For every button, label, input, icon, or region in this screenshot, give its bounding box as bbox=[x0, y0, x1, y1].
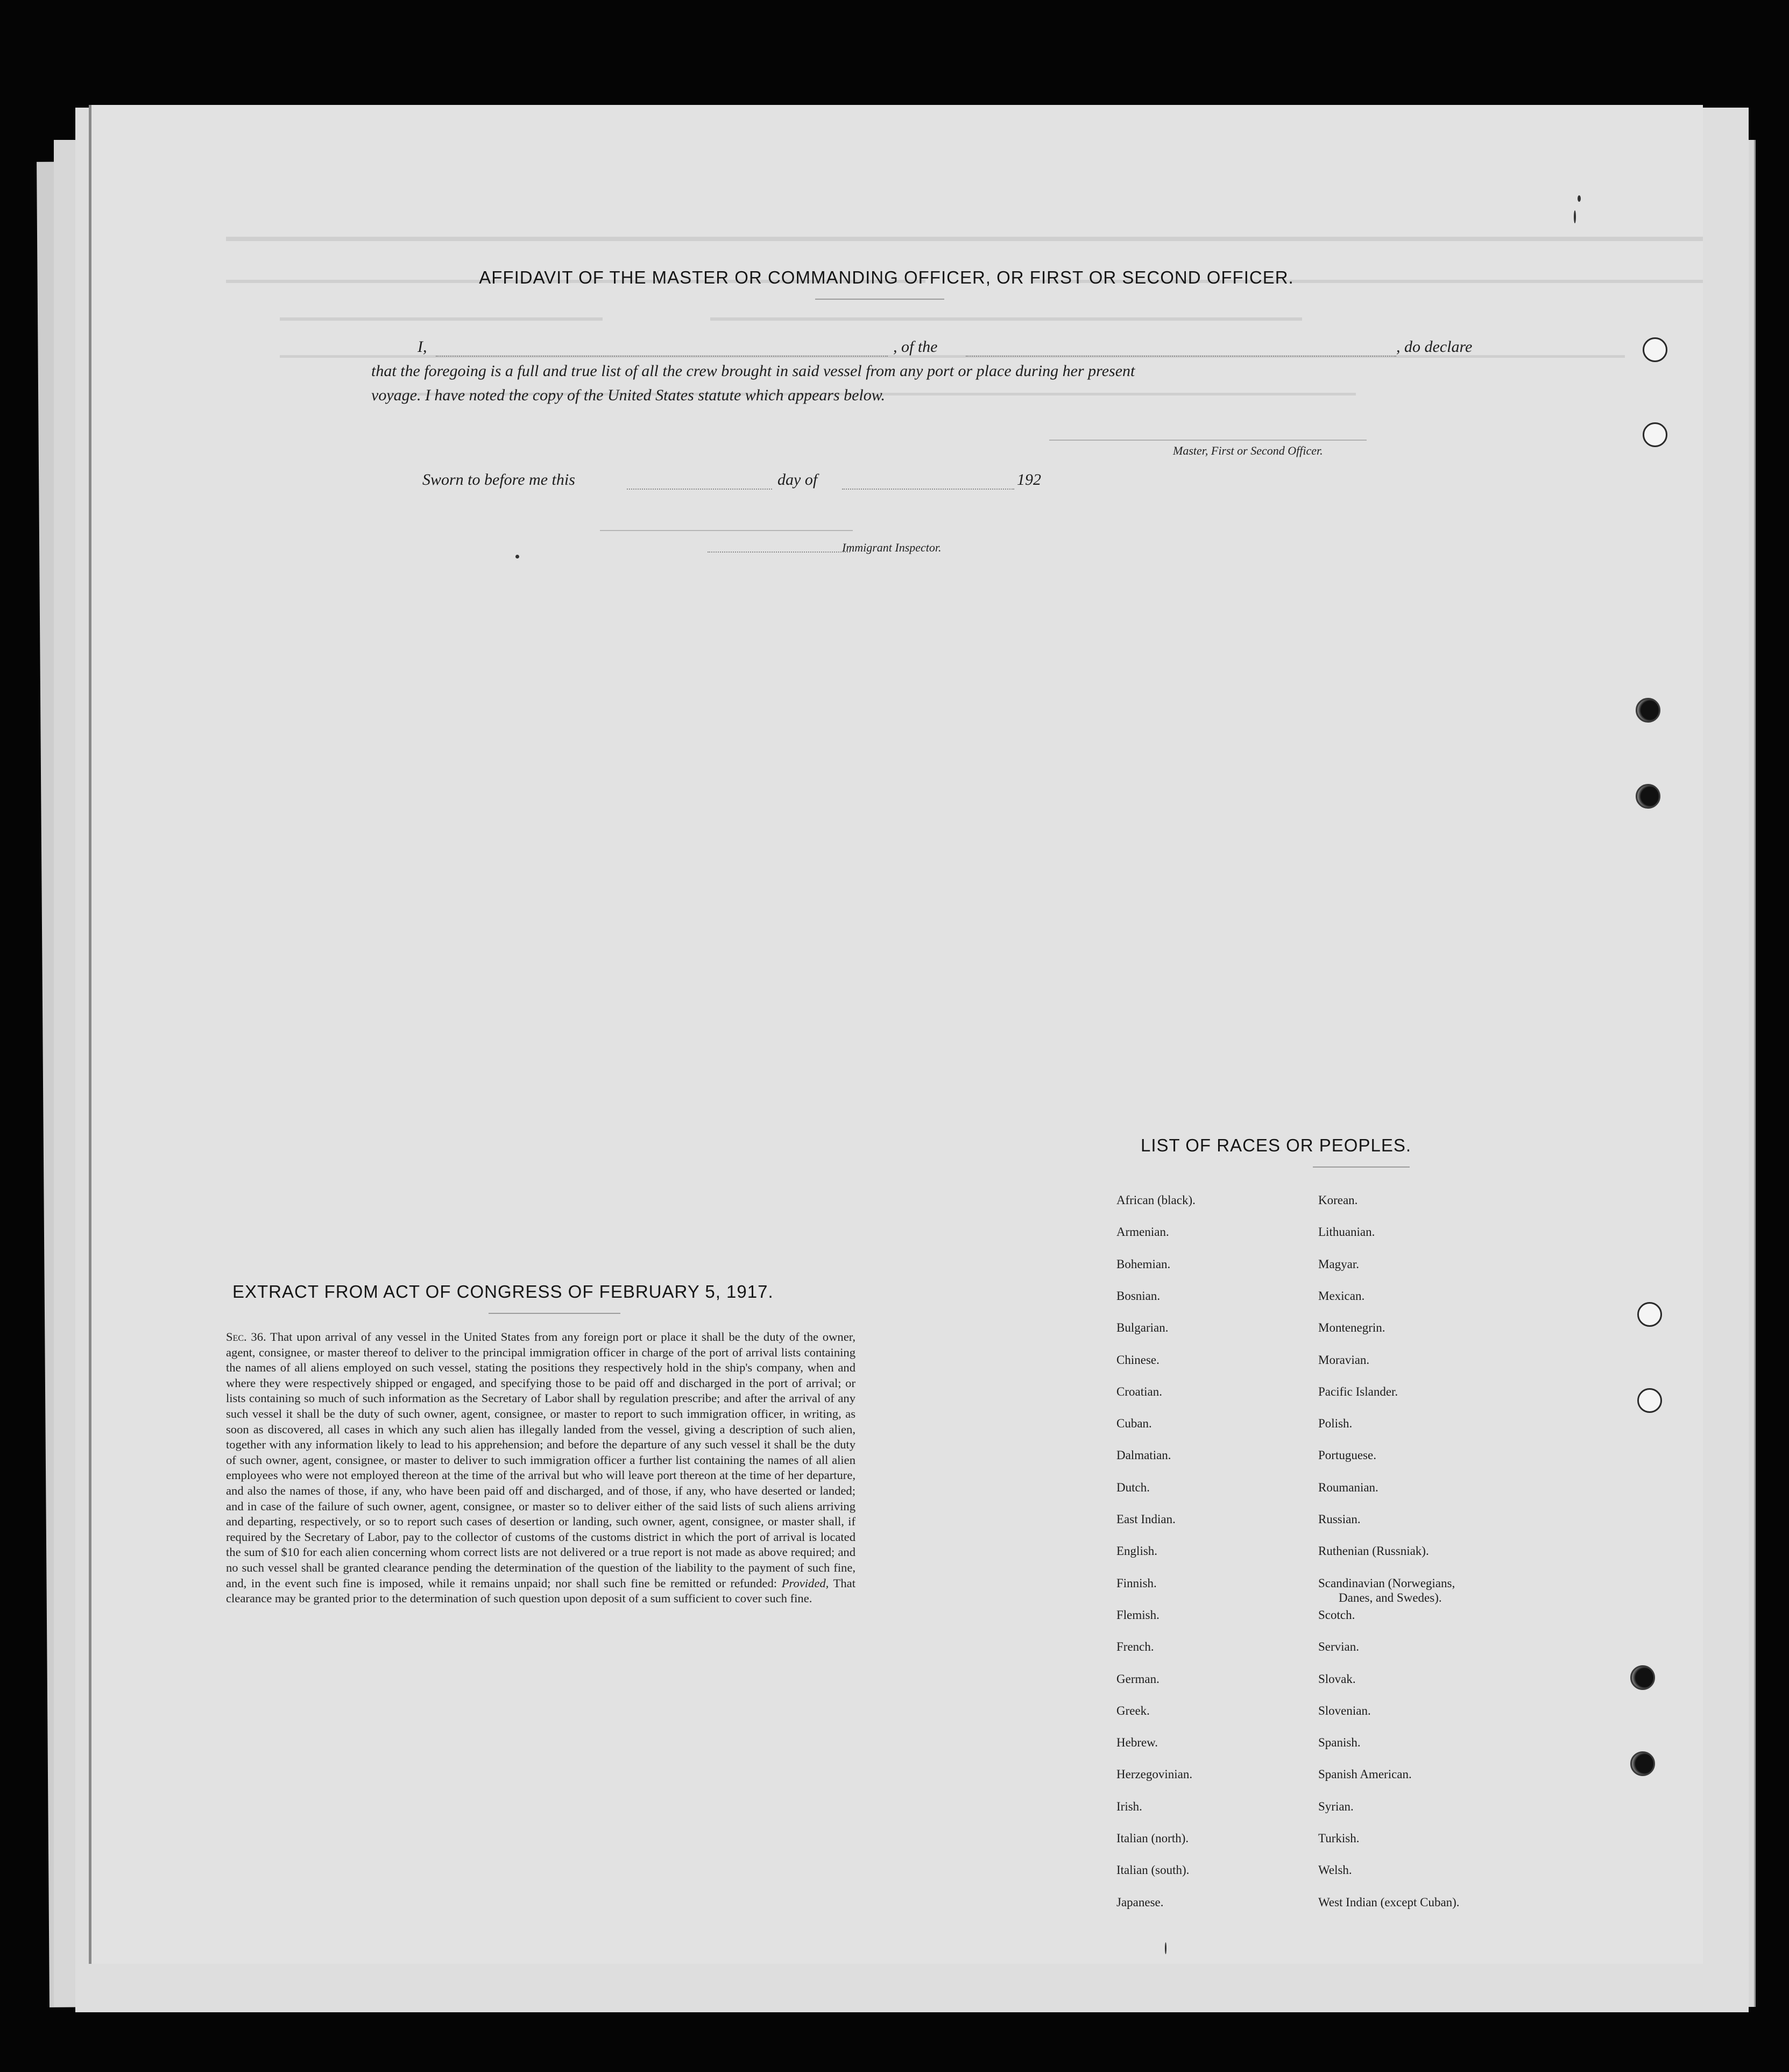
race-entry: Magyar. bbox=[1318, 1257, 1360, 1271]
declare-text: , do declare bbox=[1396, 338, 1473, 356]
race-entry: Herzegovinian. bbox=[1116, 1767, 1193, 1781]
vessel-prefix: , of the bbox=[893, 338, 938, 356]
vessel-name-blank[interactable] bbox=[966, 356, 1396, 357]
race-entry: Welsh. bbox=[1318, 1863, 1352, 1877]
affidavit-title: AFFIDAVIT OF THE MASTER OR COMMANDING OFFICER, OR FIRST OR SECOND OFFICER. bbox=[479, 267, 1294, 287]
punch-hole bbox=[1637, 1388, 1662, 1413]
race-entry: German. bbox=[1116, 1672, 1159, 1686]
race-entry: Mexican. bbox=[1318, 1289, 1365, 1303]
race-entry: Servian. bbox=[1318, 1640, 1360, 1654]
section-label: Sec. 36. bbox=[226, 1330, 266, 1343]
race-entry: Finnish. bbox=[1116, 1576, 1157, 1590]
race-entry-continuation: Danes, and Swedes). bbox=[1339, 1590, 1442, 1604]
declarant-prefix: I, bbox=[418, 338, 427, 356]
race-entry: Armenian. bbox=[1116, 1225, 1169, 1239]
race-entry: Portuguese. bbox=[1318, 1448, 1376, 1462]
race-entry: Greek. bbox=[1116, 1703, 1150, 1717]
ink-speck bbox=[1165, 1942, 1166, 1954]
race-entry: Hebrew. bbox=[1116, 1736, 1158, 1750]
affidavit-line-3: voyage. I have noted the copy of the United States statute which appears below. bbox=[371, 386, 886, 404]
race-entry: East Indian. bbox=[1116, 1512, 1176, 1526]
race-entry: Spanish American. bbox=[1318, 1767, 1412, 1781]
race-entry: French. bbox=[1116, 1640, 1154, 1654]
race-entry: Italian (south). bbox=[1116, 1863, 1190, 1877]
inspector-signature-blank-1[interactable] bbox=[600, 530, 853, 531]
race-entry: Turkish. bbox=[1318, 1831, 1360, 1845]
master-signature-blank[interactable] bbox=[1049, 440, 1367, 441]
races-title: LIST OF RACES OR PEOPLES. bbox=[1141, 1135, 1412, 1155]
race-entry: English. bbox=[1116, 1544, 1158, 1558]
race-entry: Italian (north). bbox=[1116, 1831, 1189, 1845]
declarant-name-blank[interactable] bbox=[436, 356, 888, 357]
sworn-prefix: Sworn to before me this bbox=[422, 471, 575, 489]
statute-section-36 bbox=[226, 1330, 855, 1607]
race-entry: Ruthenian (Russniak). bbox=[1318, 1544, 1429, 1558]
race-entry: Slovenian. bbox=[1318, 1703, 1371, 1717]
inspector-caption: Immigrant Inspector. bbox=[842, 541, 942, 554]
race-entry: Russian. bbox=[1318, 1512, 1361, 1526]
race-entry: Syrian. bbox=[1318, 1799, 1354, 1813]
punch-hole bbox=[1643, 422, 1667, 447]
race-entry: Moravian. bbox=[1318, 1353, 1370, 1367]
race-entry: Lithuanian. bbox=[1318, 1225, 1375, 1239]
punch-hole bbox=[1636, 784, 1660, 809]
race-entry: Bulgarian. bbox=[1116, 1321, 1169, 1335]
race-entry: Scotch. bbox=[1318, 1608, 1355, 1622]
punch-hole bbox=[1636, 698, 1660, 723]
statute-body: That upon arrival of any vessel in the United States from any foreign port or place it shall be the duty of the owner, agent, consignee, or master thereof to deliver to the principal immigration officer in charge of the port of arrival lists containing the names of all aliens employed on such vessel, stating the positions they respectively hold in the ship's company, when and where they were respectively shipped or engaged, and specifying those to be paid off and discharged in the port of arrival; or lists containing so much of such information as the Secretary of Labor shall by regulation prescribe; and after the arrival of any such vessel it shall be the duty of such owner, agent, consignee, or master to report to such immigration officer, in writing, as soon as discovered, all cases in which any such alien has illegally landed from the vessel, giving a description of such alien, together with any information likely to lead to his apprehension; and before the departure of any such vessel it shall be the duty of such owner, agent, consignee, or master to deliver to such immigration officer a further list containing the names of all alien employees who were not employed thereon at the time of the arrival but who will leave port thereon at the time of her departure, and also the names of those, if any, who have been paid off and discharged, and of those, if any, who have deserted or landed; and in case of the failure of such owner, agent, consignee, or master so to deliver either of the said lists of such aliens arriving and departing, respectively, or so to report such cases of desertion or landing, such owner, agent, consignee, or master shall, if required by the Secretary of Labor, pay to the collector of customs of the customs district in which the port of arrival is located the sum of $10 for each alien concerning whom correct lists are not delivered or a true report is not made as above required; and no such vessel shall be granted clearance pending the determination of the question of the liability to the payment of such fine, and, in the event such fine is imposed, while it remains unpaid; nor shall such fine be remitted or refunded: bbox=[226, 1330, 855, 1590]
punch-hole bbox=[1643, 337, 1667, 362]
race-entry: Chinese. bbox=[1116, 1353, 1159, 1367]
ink-speck bbox=[1578, 195, 1581, 202]
affidavit-line-2: that the foregoing is a full and true list of all the crew brought in said vessel from any port or place during her present bbox=[371, 362, 1135, 380]
race-entry: Dalmatian. bbox=[1116, 1448, 1171, 1462]
race-entry: Polish. bbox=[1318, 1417, 1353, 1431]
statute-provided: Provided, bbox=[781, 1576, 829, 1590]
punch-hole bbox=[1637, 1302, 1662, 1327]
race-entry: Bohemian. bbox=[1116, 1257, 1171, 1271]
race-entry: Bosnian. bbox=[1116, 1289, 1161, 1303]
affidavit-title-rule bbox=[815, 299, 944, 300]
race-entry: Montenegrin. bbox=[1318, 1321, 1385, 1335]
race-entry: Korean. bbox=[1318, 1193, 1358, 1207]
race-entry: Roumanian. bbox=[1318, 1480, 1378, 1494]
race-entry: Croatian. bbox=[1116, 1384, 1162, 1398]
race-entry: Dutch. bbox=[1116, 1480, 1150, 1494]
race-entry: Irish. bbox=[1116, 1799, 1142, 1813]
race-entry: Slovak. bbox=[1318, 1672, 1356, 1686]
sworn-year: 192 bbox=[1017, 471, 1041, 489]
sworn-month-blank[interactable] bbox=[842, 489, 1014, 490]
sworn-day-label: day of bbox=[777, 471, 818, 489]
extract-title: EXTRACT FROM ACT OF CONGRESS OF FEBRUARY 5, 1917. bbox=[232, 1282, 774, 1302]
race-entry: Scandinavian (Norwegians, bbox=[1318, 1576, 1455, 1590]
document-page bbox=[89, 105, 1703, 1964]
race-entry: African (black). bbox=[1116, 1193, 1196, 1207]
inspector-signature-blank-2[interactable] bbox=[708, 551, 850, 553]
race-entry: Spanish. bbox=[1318, 1736, 1361, 1750]
race-entry: West Indian (except Cuban). bbox=[1318, 1895, 1460, 1909]
punch-hole bbox=[1630, 1751, 1655, 1776]
extract-title-rule bbox=[489, 1313, 620, 1314]
race-entry: Flemish. bbox=[1116, 1608, 1159, 1622]
master-signature-caption: Master, First or Second Officer. bbox=[1173, 444, 1323, 457]
punch-hole bbox=[1630, 1665, 1655, 1690]
ink-speck bbox=[515, 555, 519, 558]
race-entry: Japanese. bbox=[1116, 1895, 1164, 1909]
ink-speck bbox=[1574, 210, 1576, 223]
race-entry: Cuban. bbox=[1116, 1417, 1152, 1431]
race-entry: Pacific Islander. bbox=[1318, 1384, 1398, 1398]
races-title-rule bbox=[1313, 1166, 1410, 1168]
sworn-day-blank[interactable] bbox=[627, 489, 772, 490]
statute-tail: That clearance may be granted prior to the determination of such question upon deposit of a sum sufficient to cover such fine. bbox=[226, 1576, 855, 1606]
